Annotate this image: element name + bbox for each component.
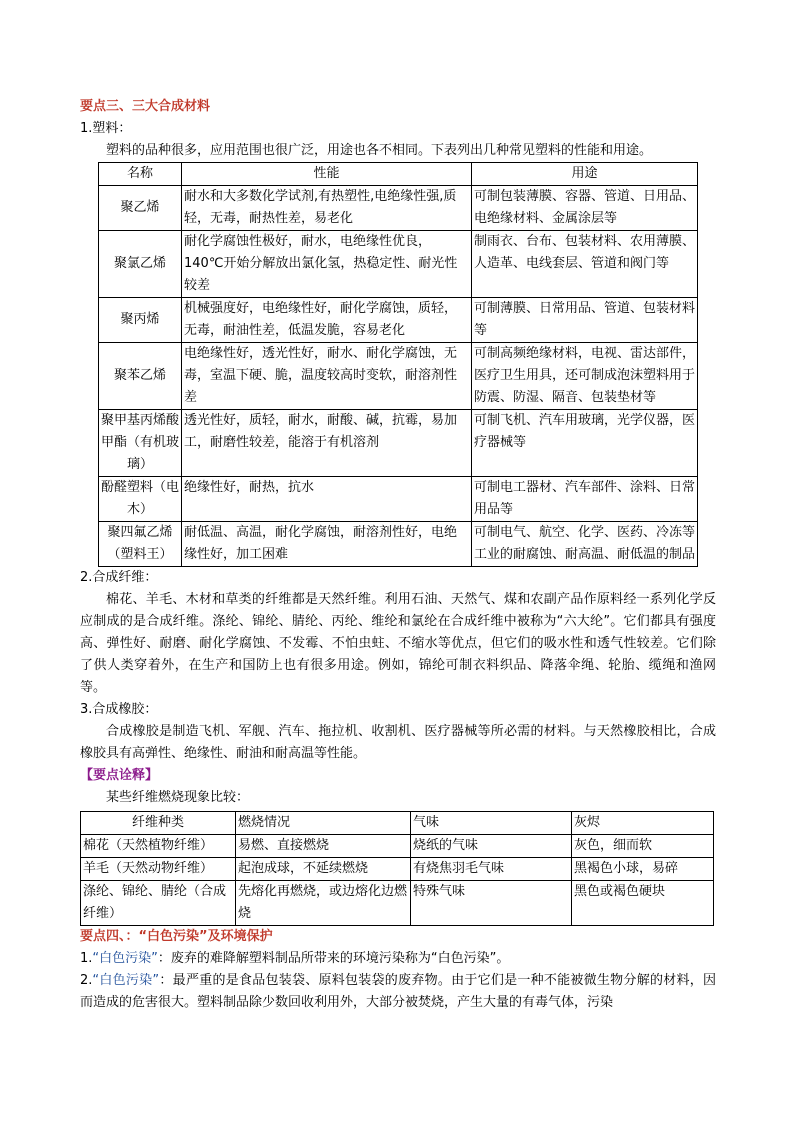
fiber-burning-table [80, 811, 714, 926]
plastic-use: 可制电气、航空、化学、医药、冷冻等工业的耐腐蚀、耐高温、耐低温的制品 [472, 522, 698, 567]
fiber-type: 涤纶、锦纶、腈纶（合成纤维） [81, 881, 236, 926]
plastics-heading: 1.塑料： [80, 121, 132, 136]
plastic-use: 可制高频绝缘材料，电视、雷达部件，医疗卫生用具，还可制成泡沫塑料用于防震、防湿、隔音、包装垫材等 [472, 343, 698, 410]
fiber-text: 棉花、羊毛、木材和草类的纤维都是天然纤维。利用石油、天然气、煤和农副产品作原料经一系列化学反应制成的是合成纤维。涤纶、锦纶、腈纶、丙纶、维纶和氯纶在合成纤维中被称为“六大纶”。它们都具有强度高、弹性好、耐磨、耐化学腐蚀、不发霉、不怕虫蛀、不缩水等优点，但它们的吸水性和透气性较差。它们除了供人类穿着外，在生产和国防上也有很多用途。例如，锦纶可制衣料织品、降落伞绳、轮胎、缆绳和渔网等。 [80, 592, 716, 695]
table-row [81, 858, 714, 881]
burning-condition: 易燃、直接燃烧 [236, 835, 411, 858]
table-row [99, 477, 698, 522]
plastic-use: 可制薄膜、日常用品、管道、包装材料等 [472, 298, 698, 343]
header-smell: 气味 [411, 812, 572, 835]
table-row [99, 231, 698, 298]
plastic-name: 聚丙烯 [99, 298, 182, 343]
table-row [99, 343, 698, 410]
plastics-intro: 塑料的品种很多，应用范围也很广泛，用途也各不相同。下表列出几种常见塑料的性能和用途。 [106, 143, 653, 158]
table-row [81, 881, 714, 926]
plastic-name: 聚四氟乙烯（塑料王） [99, 522, 182, 567]
header-burning: 燃烧情况 [236, 812, 411, 835]
definition-text: ：废弃的难降解塑料制品所带来的环境污染称为“白色污染”。 [157, 951, 510, 966]
plastic-performance: 耐水和大多数化学试剂,有热塑性,电绝缘性强,质轻，无毒，耐热性差，易老化 [182, 186, 472, 231]
section-4-title: 要点四、：“白色污染”及环境保护 [80, 929, 273, 944]
table-row [99, 522, 698, 567]
note-title: 【要点诠释】 [80, 768, 159, 783]
header-name: 名称 [99, 163, 182, 186]
plastic-name: 聚甲基丙烯酸甲酯（有机玻璃） [99, 410, 182, 477]
fiber-type: 羊毛（天然动物纤维） [81, 858, 236, 881]
document-page [80, 96, 716, 1014]
item-number: 2. [80, 973, 93, 988]
plastics-table [98, 162, 698, 567]
section-3-title: 要点三、三大合成材料 [80, 99, 211, 114]
key-term: “白色污染” [92, 951, 158, 966]
table-row [99, 186, 698, 231]
key-term: “白色污染” [92, 973, 160, 988]
plastic-use: 制雨衣、台布、包装材料、农用薄膜、人造革、电线套层、管道和阀门等 [472, 231, 698, 298]
smell: 烧纸的气味 [411, 835, 572, 858]
fiber-heading: 2.合成纤维： [80, 570, 158, 585]
item-number: 1. [80, 951, 93, 966]
rubber-text: 合成橡胶是制造飞机、军舰、汽车、拖拉机、收割机、医疗器械等所必需的材料。与天然橡胶相比，合成橡胶具有高弹性、绝缘性、耐油和耐高温等性能。 [80, 724, 716, 761]
table-row [99, 298, 698, 343]
white-pollution-detail [80, 970, 716, 1014]
detail-text: ：最严重的是食品包装袋、原料包装袋的废弃物。由于它们是一种不能被微生物分解的材料，因而造成的危害很大。塑料制品除少数回收利用外，大部分被焚烧，产生大量的有毒气体，污染 [80, 973, 716, 1010]
table-header-row [81, 812, 714, 835]
note-intro: 某些纤维燃烧现象比较： [106, 790, 250, 805]
plastic-performance: 机械强度好，电绝缘性好，耐化学腐蚀，质轻，无毒，耐油性差，低温发脆，容易老化 [182, 298, 472, 343]
ash: 黑褐色小球，易碎 [572, 858, 714, 881]
smell: 有烧焦羽毛气味 [411, 858, 572, 881]
white-pollution-definition [80, 948, 716, 970]
plastic-name: 聚乙烯 [99, 186, 182, 231]
plastic-use: 可制电工器材、汽车部件、涂料、日常用品等 [472, 477, 698, 522]
rubber-heading: 3.合成橡胶： [80, 702, 158, 717]
table-row [99, 410, 698, 477]
plastic-performance: 透光性好，质轻，耐水，耐酸、碱，抗霉，易加工，耐磨性较差，能溶于有机溶剂 [182, 410, 472, 477]
smell: 特殊气味 [411, 881, 572, 926]
plastic-use: 可制飞机、汽车用玻璃，光学仪器，医疗器械等 [472, 410, 698, 477]
header-performance: 性能 [182, 163, 472, 186]
plastic-name: 聚氯乙烯 [99, 231, 182, 298]
burning-condition: 起泡成球，不延续燃烧 [236, 858, 411, 881]
plastic-performance: 耐低温、高温，耐化学腐蚀，耐溶剂性好，电绝缘性好，加工困难 [182, 522, 472, 567]
plastic-performance: 耐化学腐蚀性极好，耐水，电绝缘性优良，140℃开始分解放出氯化氢，热稳定性、耐光性较差 [182, 231, 472, 298]
plastic-use: 可制包装薄膜、容器、管道、日用品、电绝缘材料、金属涂层等 [472, 186, 698, 231]
table-row [81, 835, 714, 858]
ash: 黑色或褐色硬块 [572, 881, 714, 926]
header-fiber-type: 纤维种类 [81, 812, 236, 835]
table-header-row [99, 163, 698, 186]
plastic-performance: 绝缘性好，耐热，抗水 [182, 477, 472, 522]
plastic-name: 酚醛塑料（电木） [99, 477, 182, 522]
ash: 灰色，细而软 [572, 835, 714, 858]
fiber-type: 棉花（天然植物纤维） [81, 835, 236, 858]
header-ash: 灰烬 [572, 812, 714, 835]
header-use: 用途 [472, 163, 698, 186]
plastic-performance: 电绝缘性好，透光性好，耐水、耐化学腐蚀，无毒，室温下硬、脆，温度较高时变软，耐溶剂性差 [182, 343, 472, 410]
plastic-name: 聚苯乙烯 [99, 343, 182, 410]
burning-condition: 先熔化再燃烧，或边熔化边燃烧 [236, 881, 411, 926]
